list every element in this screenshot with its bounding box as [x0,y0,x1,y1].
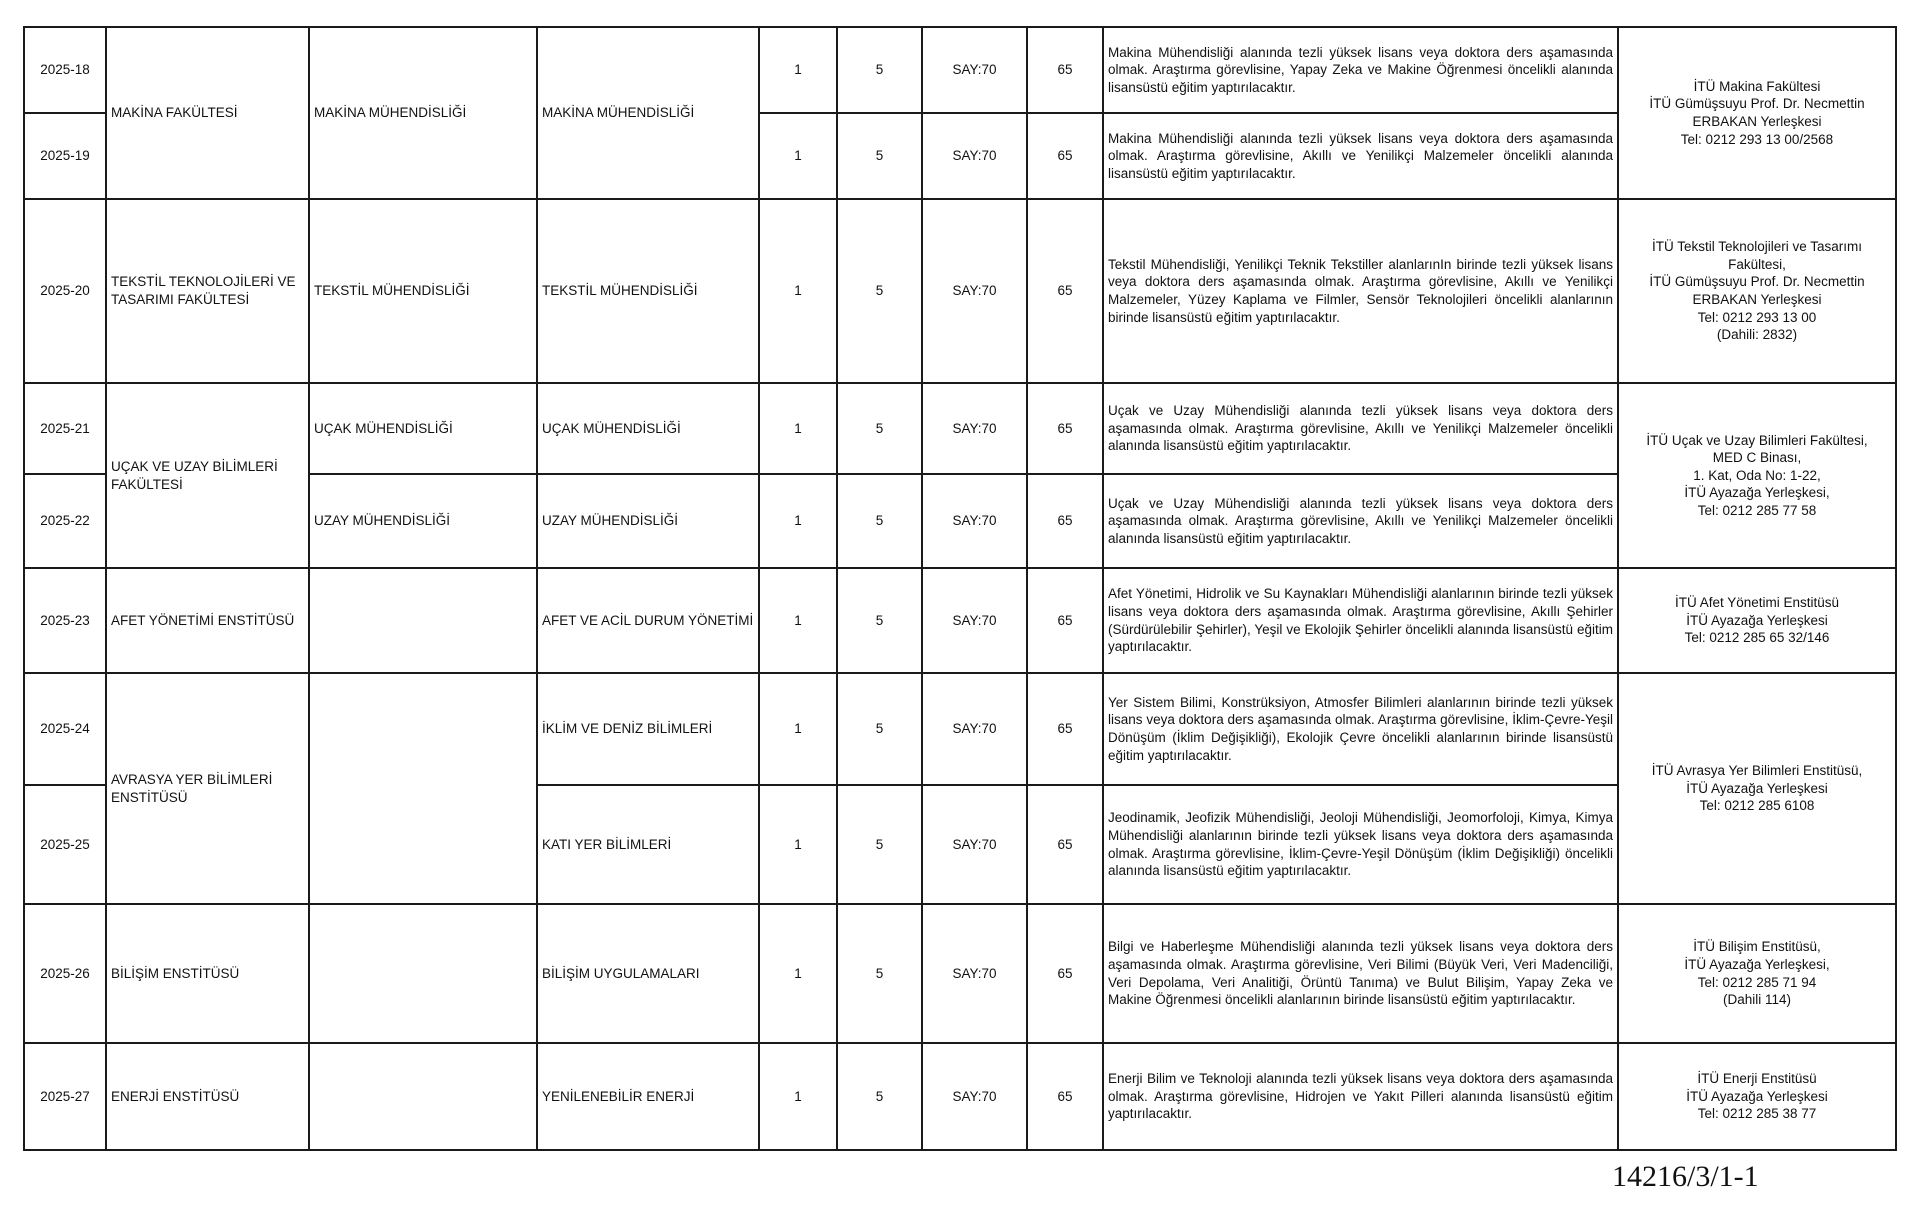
program-name: İKLİM VE DENİZ BİLİMLERİ [537,673,759,785]
ales-score: SAY:70 [922,383,1027,474]
unit-name: TEKSTİL TEKNOLOJİLERİ VE TASARIMI FAKÜLTESİ [106,199,309,383]
ales-score: SAY:70 [922,474,1027,568]
ales-score: SAY:70 [922,904,1027,1043]
table-row [24,673,1896,785]
program-name: YENİLENEBİLİR ENERJİ [537,1043,759,1150]
contact-line: İTÜ Gümüşsuyu Prof. Dr. Necmettin [1649,96,1865,112]
department-name [309,673,537,904]
department-name [309,904,537,1043]
contact-line: MED C Binası, [1712,450,1802,466]
contact-line: İTÜ Ayazağa Yerleşkesi [1686,1088,1828,1104]
requirement-text: Enerji Bilim ve Teknoloji alanında tezli yüksek lisans veya doktora ders aşamasında olmak. Araştırma görevlisine, Hidrojen ve Yakıt Pilleri alanında lisansüstü eğitim yaptırılacaktır. [1103,1043,1618,1150]
degree-level: 5 [837,27,922,113]
contact-line: İTÜ Tekstil Teknolojileri ve Tasarımı [1651,239,1863,255]
contact-line: (Dahili 114) [1722,992,1792,1008]
contact-info [1618,673,1896,904]
position-count: 1 [759,199,837,383]
degree-level: 5 [837,113,922,199]
contact-line: İTÜ Ayazağa Yerleşkesi [1686,612,1828,628]
position-count: 1 [759,474,837,568]
degree-level: 5 [837,785,922,904]
contact-info [1618,568,1896,673]
position-code: 2025-19 [24,113,106,199]
degree-level: 5 [837,673,922,785]
department-name: MAKİNA MÜHENDİSLİĞİ [309,27,537,199]
ales-score: SAY:70 [922,113,1027,199]
position-code: 2025-22 [24,474,106,568]
position-code: 2025-20 [24,199,106,383]
contact-info [1618,199,1896,383]
department-name: UÇAK MÜHENDİSLİĞİ [309,383,537,474]
contact-info [1618,383,1896,568]
contact-line: Tel: 0212 293 13 00 [1697,309,1817,325]
position-count: 1 [759,568,837,673]
contact-line: Tel: 0212 293 13 00/2568 [1680,131,1834,147]
position-count: 1 [759,904,837,1043]
position-code: 2025-21 [24,383,106,474]
table-row [24,568,1896,673]
position-count: 1 [759,383,837,474]
contact-line: İTÜ Ayazağa Yerleşkesi, [1684,485,1830,501]
contact-line: Tel: 0212 285 71 94 [1697,974,1817,990]
position-code: 2025-23 [24,568,106,673]
contact-line: İTÜ Afet Yönetimi Enstitüsü [1674,595,1840,611]
unit-name: BİLİŞİM ENSTİTÜSÜ [106,904,309,1043]
requirement-text: Uçak ve Uzay Mühendisliği alanında tezli yüksek lisans veya doktora ders aşamasında olmak. Araştırma görevlisine, Akıllı ve Yenilikçi Malzemeler öncelikli alanında lisansüstü eğitim yaptırılacaktır. [1103,383,1618,474]
ales-score: SAY:70 [922,785,1027,904]
ales-score: SAY:70 [922,199,1027,383]
degree-level: 5 [837,904,922,1043]
degree-level: 5 [837,383,922,474]
position-count: 1 [759,785,837,904]
degree-level: 5 [837,474,922,568]
program-name: TEKSTİL MÜHENDİSLİĞİ [537,199,759,383]
language-score: 65 [1027,904,1103,1043]
requirement-text: Uçak ve Uzay Mühendisliği alanında tezli yüksek lisans veya doktora ders aşamasında olmak. Araştırma görevlisine, Akıllı ve Yenilikçi Malzemeler öncelikli alanında lisansüstü eğitim yaptırılacaktır. [1103,474,1618,568]
requirement-text: Makina Mühendisliği alanında tezli yüksek lisans veya doktora ders aşamasında olmak. Araştırma görevlisine, Yapay Zeka ve Makine Öğrenmesi öncelikli alanında lisansüstü eğitim yaptırılacaktır. [1103,27,1618,113]
table-row [24,383,1896,474]
table-row [24,1043,1896,1150]
position-code: 2025-25 [24,785,106,904]
language-score: 65 [1027,113,1103,199]
document-number: 14216/3/1-1 [1612,1160,1759,1193]
table-row [24,904,1896,1043]
position-code: 2025-26 [24,904,106,1043]
requirement-text: Afet Yönetimi, Hidrolik ve Su Kaynakları Mühendisliği alanlarının birinde tezli yüksek lisans veya doktora ders aşamasında olmak. Araştırma görevlisine, Akıllı Şehirler (Sürdürülebilir Şehirler), Yeşil ve Ekolojik Şehirler öncelikli alanında lisansüstü eğitim yaptırılacaktır. [1103,568,1618,673]
contact-line: İTÜ Enerji Enstitüsü [1697,1071,1817,1087]
contact-line: İTÜ Makina Fakültesi [1693,78,1821,94]
department-name: TEKSTİL MÜHENDİSLİĞİ [309,199,537,383]
contact-line: ERBAKAN Yerleşkesi [1692,114,1822,129]
requirement-text: Jeodinamik, Jeofizik Mühendisliği, Jeoloji Mühendisliği, Jeomorfoloji, Kimya, Kimya Mühendisliği alanlarının birinde tezli yüksek lisans veya doktora ders aşamasında olmak. Araştırma görevlisine, İklim-Çevre-Yeşil Dönüşüm (İklim Değişikliği) öncelikli alanında lisansüstü eğitim yaptırılacaktır. [1103,785,1618,904]
language-score: 65 [1027,27,1103,113]
contact-line: Tel: 0212 285 77 58 [1697,502,1817,518]
ales-score: SAY:70 [922,1043,1027,1150]
unit-name: UÇAK VE UZAY BİLİMLERİ FAKÜLTESİ [106,383,309,568]
language-score: 65 [1027,568,1103,673]
contact-line: İTÜ Gümüşsuyu Prof. Dr. Necmettin [1649,274,1865,290]
position-count: 1 [759,27,837,113]
position-count: 1 [759,1043,837,1150]
language-score: 65 [1027,673,1103,785]
contact-line: 1. Kat, Oda No: 1-22, [1693,467,1821,483]
ales-score: SAY:70 [922,568,1027,673]
language-score: 65 [1027,383,1103,474]
contact-line: Tel: 0212 285 38 77 [1697,1106,1817,1122]
contact-line: Fakültesi, [1728,256,1786,272]
program-name: UÇAK MÜHENDİSLİĞİ [537,383,759,474]
contact-line: İTÜ Avrasya Yer Bilimleri Enstitüsü, [1651,763,1863,779]
unit-name: ENERJİ ENSTİTÜSÜ [106,1043,309,1150]
language-score: 65 [1027,474,1103,568]
position-code: 2025-24 [24,673,106,785]
unit-name: AFET YÖNETİMİ ENSTİTÜSÜ [106,568,309,673]
contact-line: Tel: 0212 285 6108 [1699,798,1815,814]
department-name: UZAY MÜHENDİSLİĞİ [309,474,537,568]
department-name [309,568,537,673]
program-name: MAKİNA MÜHENDİSLİĞİ [537,27,759,199]
program-name: KATI YER BİLİMLERİ [537,785,759,904]
position-count: 1 [759,673,837,785]
requirement-text: Bilgi ve Haberleşme Mühendisliği alanında tezli yüksek lisans veya doktora ders aşamasında olmak. Araştırma görevlisine, Veri Bilimi (Büyük Veri, Veri Madenciliği, Veri Depolama, Veri Analitiği, Örüntü Tanıma) ve Bulut Bilişim, Yapay Zeka ve Makine Öğrenmesi öncelikli alanlarının birinde lisansüstü eğitim yaptırılacaktır. [1103,904,1618,1043]
contact-line: İTÜ Bilişim Enstitüsü, [1693,939,1821,955]
program-name: AFET VE ACİL DURUM YÖNETİMİ [537,568,759,673]
ales-score: SAY:70 [922,673,1027,785]
language-score: 65 [1027,1043,1103,1150]
language-score: 65 [1027,785,1103,904]
contact-info [1618,904,1896,1043]
unit-name: MAKİNA FAKÜLTESİ [106,27,309,199]
contact-info [1618,1043,1896,1150]
position-code: 2025-27 [24,1043,106,1150]
contact-line: ERBAKAN Yerleşkesi [1692,292,1822,307]
contact-line: Tel: 0212 285 65 32/146 [1684,630,1830,646]
requirement-text: Makina Mühendisliği alanında tezli yüksek lisans veya doktora ders aşamasında olmak. Araştırma görevlisine, Akıllı ve Yenilikçi Malzemeler öncelikli alanında lisansüstü eğitim yaptırılacaktır. [1103,113,1618,199]
requirement-text: Yer Sistem Bilimi, Konstrüksiyon, Atmosfer Bilimleri alanlarının birinde tezli yüksek lisans veya doktora ders aşamasında olmak. Araştırma görevlisine, İklim-Çevre-Yeşil Dönüşüm (İklim Değişikliği), Ekolojik Çevre öncelikli alanlarının birinde lisansüstü eğitim yaptırılacaktır. [1103,673,1618,785]
program-name: BİLİŞİM UYGULAMALARI [537,904,759,1043]
degree-level: 5 [837,1043,922,1150]
degree-level: 5 [837,199,922,383]
requirement-text: Tekstil Mühendisliği, Yenilikçi Teknik Tekstiller alanlarınIn birinde tezli yüksek lisans veya doktora ders aşamasında olmak. Araştırma görevlisine, Akıllı ve Yenilikçi Malzemeler, Yüzey Kaplama ve Filmler, Sensör Teknolojileri öncelikli alanlarının birinde lisansüstü eğitim yaptırılacaktır. [1103,199,1618,383]
department-name [309,1043,537,1150]
language-score: 65 [1027,199,1103,383]
ales-score: SAY:70 [922,27,1027,113]
contact-line: (Dahili: 2832) [1716,327,1798,343]
table-row [24,27,1896,113]
positions-table [23,26,1897,1151]
position-count: 1 [759,113,837,199]
contact-info [1618,27,1896,199]
position-code: 2025-18 [24,27,106,113]
table-row [24,199,1896,383]
degree-level: 5 [837,568,922,673]
program-name: UZAY MÜHENDİSLİĞİ [537,474,759,568]
contact-line: İTÜ Ayazağa Yerleşkesi, [1684,956,1830,972]
contact-line: İTÜ Ayazağa Yerleşkesi [1686,780,1828,796]
contact-line: İTÜ Uçak ve Uzay Bilimleri Fakültesi, [1646,432,1868,448]
unit-name: AVRASYA YER BİLİMLERİ ENSTİTÜSÜ [106,673,309,904]
